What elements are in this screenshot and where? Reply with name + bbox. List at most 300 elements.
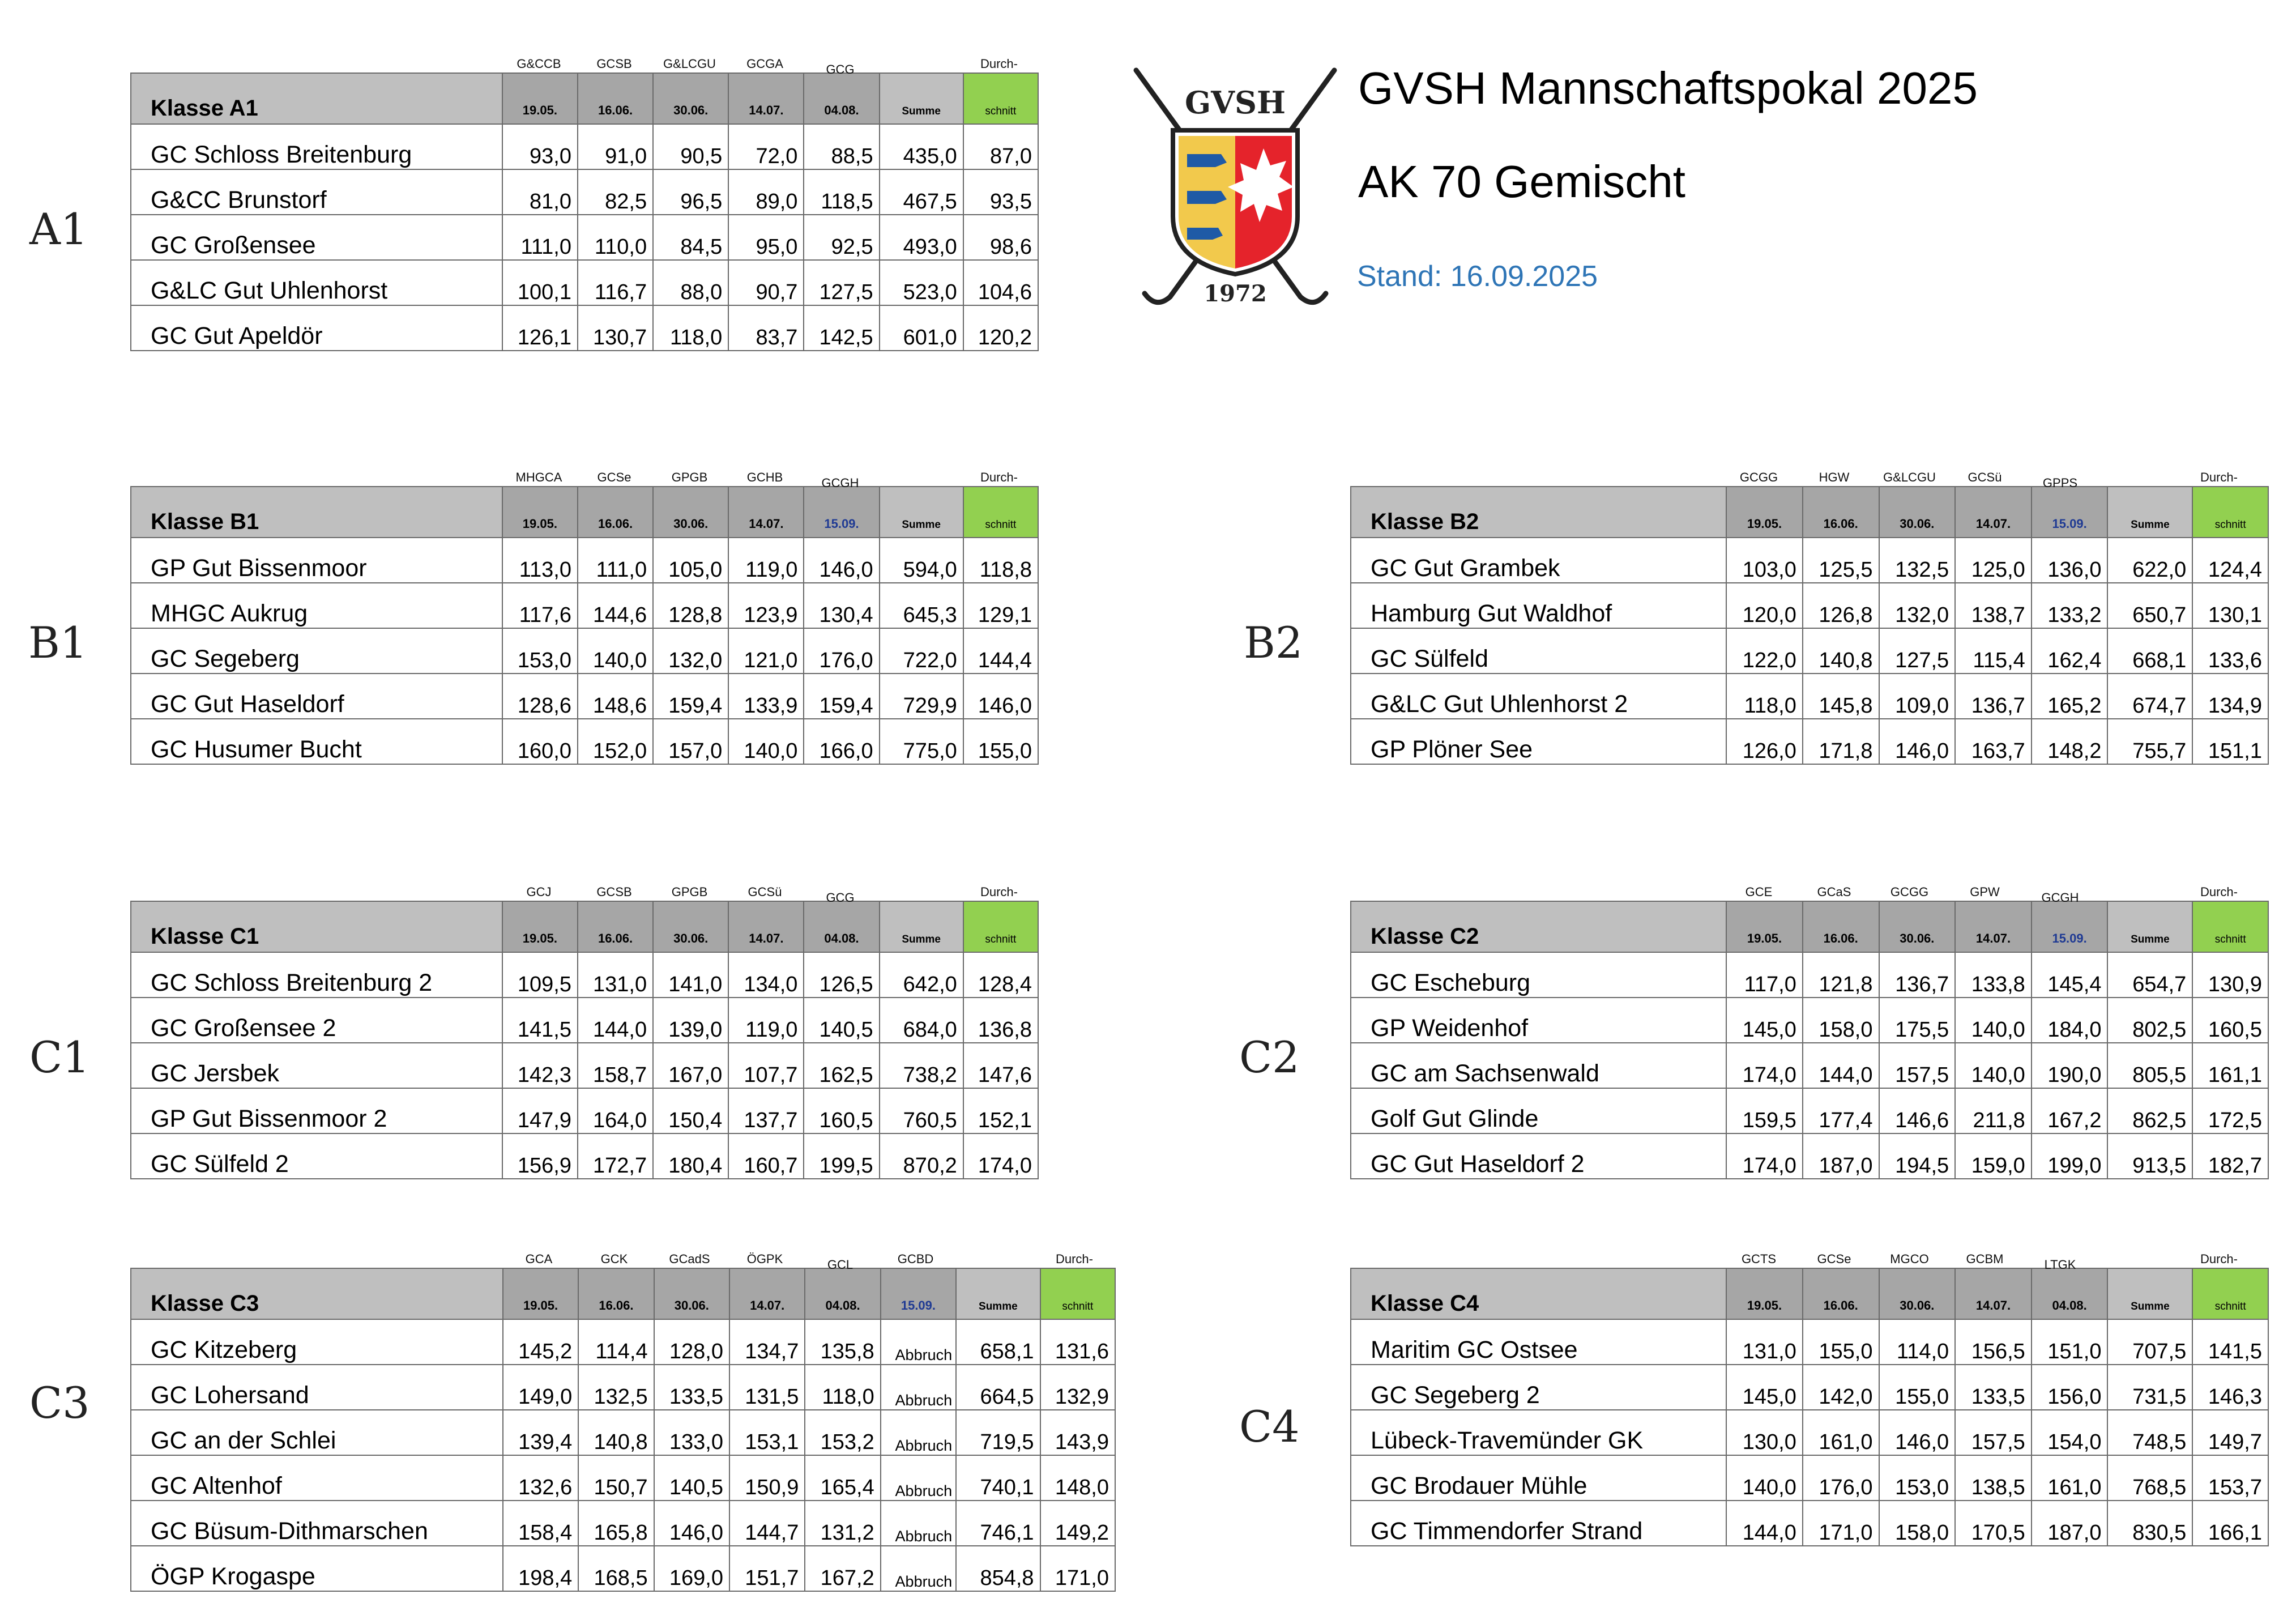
side-label-c2: C2 [1239, 1032, 1300, 1082]
sum-cell: 467,5 [880, 169, 963, 215]
score-cell: 149,0 [503, 1365, 578, 1410]
score-cell: 131,5 [729, 1365, 805, 1410]
venue-label: HGW [1819, 470, 1850, 484]
average-cell: 160,5 [2192, 998, 2268, 1043]
score-cell: 176,0 [1803, 1455, 1879, 1501]
round-date: 30.06. [653, 901, 728, 952]
score-cell: 121,0 [728, 628, 804, 674]
score-cell: 118,0 [653, 305, 728, 351]
score-cell: 132,0 [653, 628, 728, 674]
venue-label: GCGG [1739, 470, 1778, 484]
score-cell: 111,0 [502, 215, 578, 260]
score-cell: 142,0 [1803, 1365, 1879, 1410]
score-cell: 82,5 [578, 169, 653, 215]
venue-label: GCSü [748, 885, 782, 899]
average-header: schnitt [2192, 487, 2268, 538]
logo-text: GVSH [1184, 84, 1286, 121]
side-label-c1: C1 [29, 1032, 90, 1082]
average-cell: 104,6 [963, 260, 1038, 305]
venue-row [130, 460, 1039, 490]
class-title: Klasse A1 [131, 73, 502, 124]
team-name: Golf Gut Glinde [1351, 1088, 1726, 1133]
team-name: GC Husumer Bucht [131, 719, 502, 764]
score-cell: 199,0 [2032, 1133, 2108, 1179]
score-cell: 95,0 [728, 215, 804, 260]
score-cell: 116,7 [578, 260, 653, 305]
score-cell: 144,6 [578, 583, 653, 628]
round-date: 19.05. [502, 901, 578, 952]
team-name: GC Segeberg 2 [1351, 1365, 1726, 1410]
team-name: GC Kitzeberg [131, 1319, 503, 1365]
venue-label: GCaS [1817, 885, 1851, 899]
score-cell: 184,0 [2032, 998, 2108, 1043]
score-cell: 199,5 [804, 1133, 879, 1179]
table-row [131, 1133, 1038, 1179]
venue-label: GCGG [1890, 885, 1929, 899]
round-date: 19.05. [502, 73, 578, 124]
sum-cell: 684,0 [880, 998, 963, 1043]
venue-label: GCJ [526, 885, 552, 899]
table-klasse-a1 [130, 46, 1039, 351]
header-row [1351, 1268, 2268, 1319]
score-cell: 127,5 [804, 260, 879, 305]
average-cell: 124,4 [2192, 538, 2268, 583]
score-cell: 133,9 [728, 674, 804, 719]
venue-label: GCTS [1741, 1252, 1777, 1266]
score-cell: 88,5 [804, 124, 879, 169]
page-subtitle: AK 70 Gemischt [1358, 156, 1686, 207]
table-row [1351, 1501, 2268, 1546]
table-row [1351, 1319, 2268, 1365]
score-cell: 165,8 [578, 1501, 654, 1546]
round-date: 14.07. [728, 73, 804, 124]
team-name: GC Sülfeld 2 [131, 1133, 502, 1179]
table-row [131, 169, 1038, 215]
score-cell: 177,4 [1803, 1088, 1879, 1133]
table-row [131, 628, 1038, 674]
score-cell: 83,7 [728, 305, 804, 351]
score-cell: 150,7 [578, 1455, 654, 1501]
score-cell: 158,7 [578, 1043, 653, 1088]
average-header: schnitt [2192, 901, 2268, 952]
round-date: 15.09. [881, 1268, 956, 1319]
score-cell: 96,5 [653, 169, 728, 215]
score-cell: 109,5 [502, 952, 578, 998]
team-name: G&LC Gut Uhlenhorst 2 [1351, 674, 1726, 719]
score-cell: 172,7 [578, 1133, 653, 1179]
table-row [1351, 1133, 2268, 1179]
score-cell: 92,5 [804, 215, 879, 260]
average-label-top: Durch- [2200, 1252, 2238, 1266]
round-date: 16.06. [578, 1268, 654, 1319]
score-cell: 194,5 [1879, 1133, 1956, 1179]
average-cell: 134,9 [2192, 674, 2268, 719]
team-name: GP Gut Bissenmoor 2 [131, 1088, 502, 1133]
table-row [131, 1088, 1038, 1133]
venue-label: GCGA [746, 57, 783, 71]
score-cell: 165,4 [805, 1455, 880, 1501]
team-name: G&LC Gut Uhlenhorst [131, 260, 502, 305]
round-date: 14.07. [1955, 901, 2032, 952]
score-cell: 161,0 [2032, 1455, 2108, 1501]
round-date: 15.09. [2032, 487, 2108, 538]
score-cell: 155,0 [1879, 1365, 1956, 1410]
venue-label: GPPS [2042, 476, 2078, 490]
team-name: GC am Sachsenwald [1351, 1043, 1726, 1088]
standings-table [130, 901, 1039, 1179]
score-cell: 146,0 [654, 1501, 729, 1546]
score-cell: 115,4 [1955, 628, 2032, 674]
venue-label: G&LCGU [1883, 470, 1936, 484]
table-row [131, 1455, 1115, 1501]
score-cell: 176,0 [804, 628, 879, 674]
score-cell: 136,7 [1879, 952, 1956, 998]
score-cell: 138,7 [1955, 583, 2032, 628]
round-date: 30.06. [653, 73, 728, 124]
venue-label: LTGK [2044, 1258, 2076, 1272]
round-date: 14.07. [728, 487, 804, 538]
score-cell: 125,5 [1803, 538, 1879, 583]
sum-cell: 729,9 [880, 674, 963, 719]
score-cell: 142,3 [502, 1043, 578, 1088]
score-cell: 139,4 [503, 1410, 578, 1455]
score-cell: 159,0 [1955, 1133, 2032, 1179]
team-name: GC Escheburg [1351, 952, 1726, 998]
header-row [131, 901, 1038, 952]
score-cell: 131,0 [1726, 1319, 1803, 1365]
average-cell: 118,8 [963, 538, 1038, 583]
venue-row [1350, 875, 2269, 905]
average-cell: 130,1 [2192, 583, 2268, 628]
score-cell: Abbruch [881, 1501, 956, 1546]
sum-cell: 802,5 [2107, 998, 2192, 1043]
average-header: schnitt [1040, 1268, 1115, 1319]
score-cell: 163,7 [1955, 719, 2032, 764]
score-cell: 122,0 [1726, 628, 1803, 674]
score-cell: 123,9 [728, 583, 804, 628]
team-name: GC Sülfeld [1351, 628, 1726, 674]
score-cell: 90,5 [653, 124, 728, 169]
score-cell: Abbruch [881, 1546, 956, 1591]
sum-cell: 738,2 [880, 1043, 963, 1088]
score-cell: 141,5 [502, 998, 578, 1043]
table-row [131, 260, 1038, 305]
score-cell: 134,7 [729, 1319, 805, 1365]
score-cell: 130,7 [578, 305, 653, 351]
sum-cell: 740,1 [956, 1455, 1040, 1501]
round-date: 19.05. [1726, 1268, 1803, 1319]
score-cell: 140,8 [578, 1410, 654, 1455]
sum-cell: 622,0 [2107, 538, 2192, 583]
score-cell: 109,0 [1879, 674, 1956, 719]
average-cell: 171,0 [1040, 1546, 1115, 1591]
score-cell: 118,0 [805, 1365, 880, 1410]
venue-label: GCG [826, 62, 855, 76]
team-name: GP Plöner See [1351, 719, 1726, 764]
round-date: 16.06. [578, 73, 653, 124]
score-cell: 131,2 [805, 1501, 880, 1546]
table-row [1351, 1365, 2268, 1410]
average-cell: 128,4 [963, 952, 1038, 998]
sum-cell: 707,5 [2107, 1319, 2192, 1365]
team-name: GC Brodauer Mühle [1351, 1455, 1726, 1501]
score-cell: 174,0 [1726, 1133, 1803, 1179]
average-cell: 152,1 [963, 1088, 1038, 1133]
table-klasse-b1 [130, 460, 1039, 765]
venue-row [1350, 460, 2269, 490]
team-name: Hamburg Gut Waldhof [1351, 583, 1726, 628]
side-label-b1: B1 [28, 617, 88, 668]
average-cell: 143,9 [1040, 1410, 1115, 1455]
venue-label: GCSB [596, 57, 632, 71]
score-cell: 139,0 [653, 998, 728, 1043]
score-cell: 167,2 [2032, 1088, 2108, 1133]
table-row [1351, 1455, 2268, 1501]
score-cell: 140,0 [1726, 1455, 1803, 1501]
average-cell: 172,5 [2192, 1088, 2268, 1133]
team-name: GC an der Schlei [131, 1410, 503, 1455]
score-cell: 88,0 [653, 260, 728, 305]
score-cell: 132,5 [578, 1365, 654, 1410]
table-row [1351, 674, 2268, 719]
table-klasse-b2 [1350, 460, 2269, 765]
round-date: 30.06. [654, 1268, 729, 1319]
score-cell: 140,5 [804, 998, 879, 1043]
table-klasse-c1 [130, 875, 1039, 1179]
table-row [131, 583, 1038, 628]
score-cell: 160,0 [502, 719, 578, 764]
score-cell: 105,0 [653, 538, 728, 583]
score-cell: 145,2 [503, 1319, 578, 1365]
score-cell: 136,0 [2032, 538, 2108, 583]
score-cell: 133,5 [654, 1365, 729, 1410]
round-date: 16.06. [578, 901, 653, 952]
score-cell: 125,0 [1955, 538, 2032, 583]
score-cell: 132,6 [503, 1455, 578, 1501]
table-klasse-c3 [130, 1242, 1116, 1592]
average-cell: 151,1 [2192, 719, 2268, 764]
sum-cell: 594,0 [880, 538, 963, 583]
class-title: Klasse C4 [1351, 1268, 1726, 1319]
table-row [131, 215, 1038, 260]
average-header: schnitt [963, 901, 1038, 952]
venue-label: GCSe [597, 470, 631, 484]
sum-cell: 805,5 [2107, 1043, 2192, 1088]
sum-cell: 755,7 [2107, 719, 2192, 764]
table-row [131, 952, 1038, 998]
venue-label: GCadS [669, 1252, 710, 1266]
score-cell: 117,6 [502, 583, 578, 628]
score-cell: 117,0 [1726, 952, 1803, 998]
venue-row [1350, 1242, 2269, 1272]
round-date: 04.08. [805, 1268, 880, 1319]
score-cell: 145,0 [1726, 1365, 1803, 1410]
average-cell: 133,6 [2192, 628, 2268, 674]
score-cell: 141,0 [653, 952, 728, 998]
sum-header: Summe [880, 487, 963, 538]
score-cell: 128,8 [653, 583, 728, 628]
header-row [131, 487, 1038, 538]
round-date: 16.06. [578, 487, 653, 538]
standings-table [130, 486, 1039, 765]
score-cell: 144,7 [729, 1501, 805, 1546]
class-title: Klasse C3 [131, 1268, 503, 1319]
score-cell: 132,0 [1879, 583, 1956, 628]
score-cell: 148,2 [2032, 719, 2108, 764]
sum-cell: 493,0 [880, 215, 963, 260]
score-cell: 127,5 [1879, 628, 1956, 674]
score-cell: 126,1 [502, 305, 578, 351]
sum-cell: 768,5 [2107, 1455, 2192, 1501]
round-date: 14.07. [1955, 487, 2032, 538]
sum-header: Summe [2107, 487, 2192, 538]
status-date: Stand: 16.09.2025 [1357, 260, 1598, 293]
score-cell: 72,0 [728, 124, 804, 169]
sum-cell: 664,5 [956, 1365, 1040, 1410]
score-cell: 156,0 [2032, 1365, 2108, 1410]
score-cell: 133,0 [654, 1410, 729, 1455]
table-row [1351, 952, 2268, 998]
score-cell: 136,7 [1955, 674, 2032, 719]
score-cell: 93,0 [502, 124, 578, 169]
score-cell: 144,0 [1803, 1043, 1879, 1088]
score-cell: 128,0 [654, 1319, 729, 1365]
score-cell: 81,0 [502, 169, 578, 215]
round-date: 30.06. [1879, 901, 1956, 952]
average-cell: 153,7 [2192, 1455, 2268, 1501]
venue-row [130, 1242, 1116, 1272]
average-label-top: Durch- [2200, 885, 2238, 899]
sum-cell: 601,0 [880, 305, 963, 351]
team-name: GC Gut Haseldorf 2 [1351, 1133, 1726, 1179]
sum-header: Summe [2107, 1268, 2192, 1319]
venue-label: ÖGPK [746, 1252, 783, 1266]
average-cell: 98,6 [963, 215, 1038, 260]
average-cell: 146,0 [963, 674, 1038, 719]
table-row [1351, 583, 2268, 628]
round-date: 04.08. [2032, 1268, 2108, 1319]
sum-cell: 645,3 [880, 583, 963, 628]
score-cell: 119,0 [728, 998, 804, 1043]
score-cell: 157,0 [653, 719, 728, 764]
average-cell: 130,9 [2192, 952, 2268, 998]
score-cell: 140,0 [578, 628, 653, 674]
standings-table [130, 73, 1039, 351]
score-cell: 121,8 [1803, 952, 1879, 998]
page-title: GVSH Mannschaftspokal 2025 [1358, 63, 1978, 113]
round-date: 16.06. [1803, 487, 1879, 538]
score-cell: 161,0 [1803, 1410, 1879, 1455]
round-date: 19.05. [503, 1268, 578, 1319]
score-cell: 157,5 [1879, 1043, 1956, 1088]
score-cell: 166,0 [804, 719, 879, 764]
score-cell: 111,0 [578, 538, 653, 583]
score-cell: 151,0 [2032, 1319, 2108, 1365]
average-cell: 148,0 [1040, 1455, 1115, 1501]
score-cell: Abbruch [881, 1455, 956, 1501]
score-cell: 152,0 [578, 719, 653, 764]
score-cell: 128,6 [502, 674, 578, 719]
average-label-top: Durch- [980, 470, 1018, 484]
score-cell: 84,5 [653, 215, 728, 260]
score-cell: 145,0 [1726, 998, 1803, 1043]
score-cell: 167,2 [805, 1546, 880, 1591]
score-cell: 167,0 [653, 1043, 728, 1088]
score-cell: 146,6 [1879, 1088, 1956, 1133]
score-cell: 190,0 [2032, 1043, 2108, 1088]
table-row [1351, 998, 2268, 1043]
sum-cell: 731,5 [2107, 1365, 2192, 1410]
score-cell: 140,8 [1803, 628, 1879, 674]
standings-table [1350, 901, 2269, 1179]
round-date: 14.07. [728, 901, 804, 952]
venue-label: MGCO [1890, 1252, 1929, 1266]
score-cell: 137,7 [728, 1088, 804, 1133]
class-title: Klasse B1 [131, 487, 502, 538]
venue-label: G&LCGU [663, 57, 716, 71]
score-cell: 148,6 [578, 674, 653, 719]
score-cell: 110,0 [578, 215, 653, 260]
score-cell: 153,1 [729, 1410, 805, 1455]
score-cell: 180,4 [653, 1133, 728, 1179]
team-name: GC Timmendorfer Strand [1351, 1501, 1726, 1546]
side-label-b2: B2 [1244, 617, 1303, 668]
table-row [131, 1546, 1115, 1591]
team-name: Lübeck-Travemünder GK [1351, 1410, 1726, 1455]
score-cell: 133,8 [1955, 952, 2032, 998]
venue-label: GCGH [821, 476, 859, 490]
average-cell: 141,5 [2192, 1319, 2268, 1365]
class-title: Klasse C1 [131, 901, 502, 952]
score-cell: 150,9 [729, 1455, 805, 1501]
score-cell: Abbruch [881, 1319, 956, 1365]
score-cell: 146,0 [1879, 719, 1956, 764]
score-cell: 140,5 [654, 1455, 729, 1501]
score-cell: 126,8 [1803, 583, 1879, 628]
score-cell: 126,0 [1726, 719, 1803, 764]
average-cell: 146,3 [2192, 1365, 2268, 1410]
score-cell: 126,5 [804, 952, 879, 998]
score-cell: 118,5 [804, 169, 879, 215]
logo-year: 1972 [1204, 280, 1267, 307]
score-cell: 114,4 [578, 1319, 654, 1365]
sum-cell: 748,5 [2107, 1410, 2192, 1455]
table-row [131, 1365, 1115, 1410]
average-cell: 155,0 [963, 719, 1038, 764]
score-cell: 159,4 [653, 674, 728, 719]
team-name: GP Weidenhof [1351, 998, 1726, 1043]
round-date: 15.09. [2032, 901, 2108, 952]
sum-cell: 523,0 [880, 260, 963, 305]
score-cell: 138,5 [1955, 1455, 2032, 1501]
sum-cell: 642,0 [880, 952, 963, 998]
average-cell: 182,7 [2192, 1133, 2268, 1179]
team-name: GP Gut Bissenmoor [131, 538, 502, 583]
venue-label: GCK [600, 1252, 628, 1266]
score-cell: 113,0 [502, 538, 578, 583]
sum-cell: 650,7 [2107, 583, 2192, 628]
average-label-top: Durch- [980, 57, 1018, 71]
venue-label: GCA [525, 1252, 553, 1266]
average-header: schnitt [2192, 1268, 2268, 1319]
average-header: schnitt [963, 487, 1038, 538]
team-name: GC Gut Haseldorf [131, 674, 502, 719]
score-cell: 165,2 [2032, 674, 2108, 719]
score-cell: 107,7 [728, 1043, 804, 1088]
score-cell: 130,0 [1726, 1410, 1803, 1455]
average-cell: 136,8 [963, 998, 1038, 1043]
side-label-c4: C4 [1239, 1401, 1300, 1452]
